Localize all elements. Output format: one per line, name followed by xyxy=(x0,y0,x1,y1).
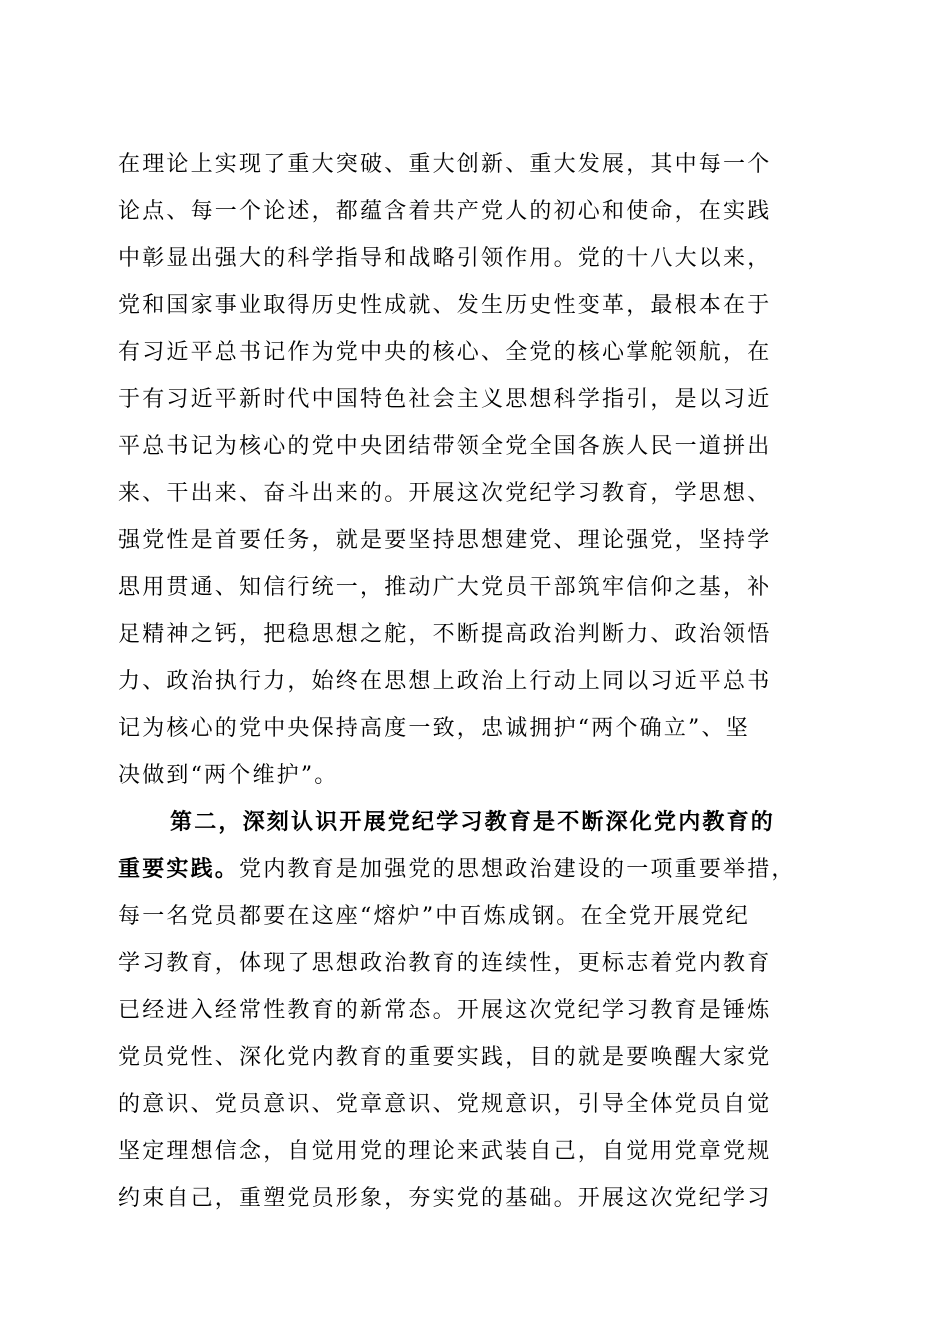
text-line: 学习教育，体现了思想政治教育的连续性，更标志着党内教育 xyxy=(118,951,772,976)
text-line: 平总书记为核心的党中央团结带领全党全国各族人民一道拼出 xyxy=(118,434,772,459)
text-line: 坚定理想信念，自觉用党的理论来武装自己，自觉用党章党规 xyxy=(118,1139,772,1164)
text-line: 决做到“两个维护”。 xyxy=(118,763,339,788)
paragraph-two-heading-line xyxy=(118,799,830,846)
text-line: 强党性是首要任务，就是要坚持思想建党、理论强党，坚持学 xyxy=(118,528,772,553)
text-line: 已经进入经常性教育的新常态。开展这次党纪学习教育是锤炼 xyxy=(118,998,772,1023)
text-line: 记为核心的党中央保持高度一致，忠诚拥护“两个确立”、坚 xyxy=(118,716,750,741)
section-heading-bold-end: 重要实践。 xyxy=(118,856,240,882)
text-line: 的意识、党员意识、党章意识、党规意识，引导全体党员自觉 xyxy=(118,1092,772,1117)
text-line: 来、干出来、奋斗出来的。开展这次党纪学习教育，学思想、 xyxy=(118,481,772,506)
section-heading-bold: 第二，深刻认识开展党纪学习教育是不断深化党内教育的 xyxy=(170,809,776,835)
text-line: 党和国家事业取得历史性成就、发生历史性变革，最根本在于 xyxy=(118,293,772,318)
text-line: 在理论上实现了重大突破、重大创新、重大发展，其中每一个 xyxy=(118,152,772,177)
text-line: 力、政治执行力，始终在思想上政治上行动上同以习近平总书 xyxy=(118,669,772,694)
text-line: 党员党性、深化党内教育的重要实践，目的就是要唤醒大家党 xyxy=(118,1045,772,1070)
body-text xyxy=(118,141,830,1222)
text-line: 于有习近平新时代中国特色社会主义思想科学指引，是以习近 xyxy=(118,387,772,412)
text-line: 中彰显出强大的科学指导和战略引领作用。党的十八大以来， xyxy=(118,246,772,271)
text-line: 有习近平总书记作为党中央的核心、全党的核心掌舵领航，在 xyxy=(118,340,772,365)
text-segment: 党内教育是加强党的思想政治建设的一项重要举措， xyxy=(239,857,796,882)
text-line: 论点、每一个论述，都蕴含着共产党人的初心和使命，在实践 xyxy=(118,199,772,224)
text-line: 约束自己，重塑党员形象，夯实党的基础。开展这次党纪学习 xyxy=(118,1186,772,1211)
paragraph-two-line xyxy=(118,846,830,893)
text-line: 足精神之钙，把稳思想之舵，不断提高政治判断力、政治领悟 xyxy=(118,622,772,647)
text-line: 思用贯通、知信行统一，推动广大党员干部筑牢信仰之基，补 xyxy=(118,575,772,600)
text-line: 每一名党员都要在这座“熔炉”中百炼成钢。在全党开展党纪 xyxy=(118,904,750,929)
